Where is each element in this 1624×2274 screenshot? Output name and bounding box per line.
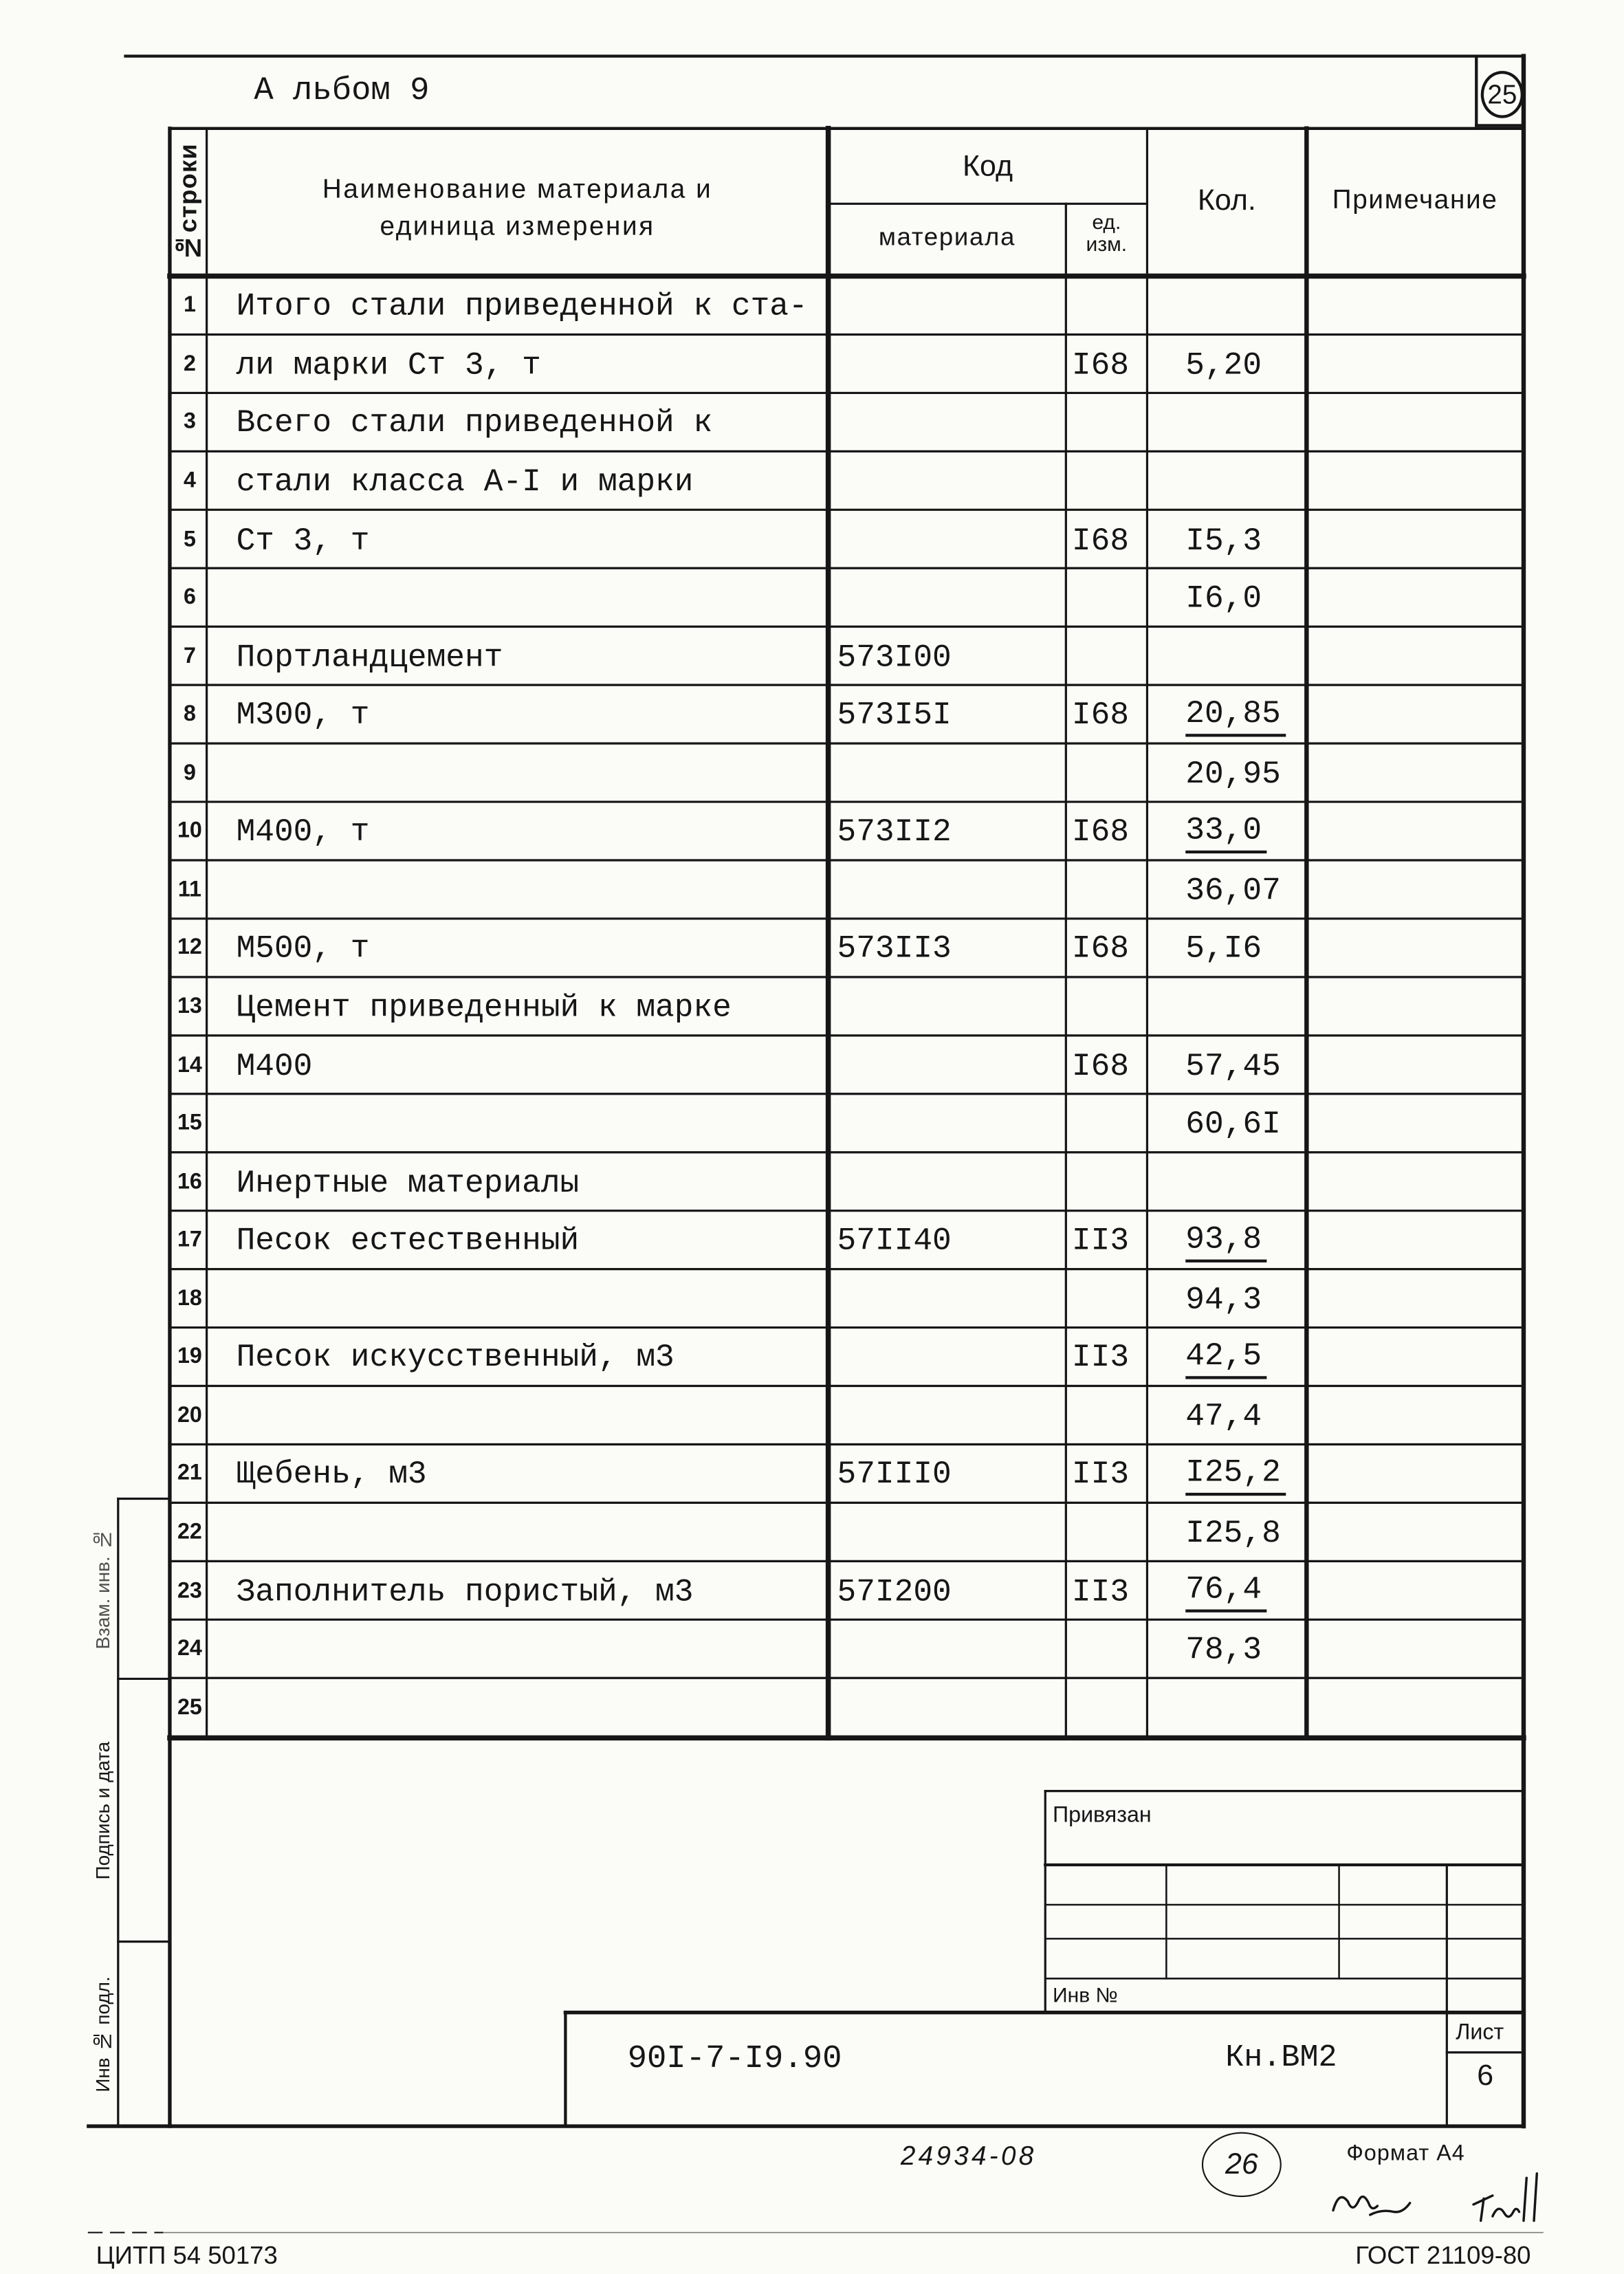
material-name	[237, 568, 824, 626]
material-name: Песок искусственный, м3	[236, 1341, 674, 1377]
quantity-value: 57,45	[1185, 1049, 1281, 1085]
table-row	[170, 334, 1524, 393]
note	[1314, 334, 1513, 393]
row-number: 8	[183, 701, 196, 727]
material-code: 573I00	[837, 640, 952, 676]
row-number: 4	[183, 468, 196, 494]
note	[1314, 510, 1513, 568]
material-name: Итого стали приведенной к ста-	[236, 289, 808, 325]
table-row	[170, 1152, 1524, 1211]
quantity-value: 60,6I	[1185, 1107, 1281, 1144]
material-code	[837, 1094, 1062, 1152]
note	[1314, 685, 1513, 743]
quantity-cell	[1185, 685, 1306, 743]
unit-code	[1072, 1152, 1145, 1211]
quantity-cell	[1185, 626, 1306, 685]
material-code	[837, 1678, 1062, 1736]
unit-code	[1072, 1678, 1145, 1736]
table-row	[170, 860, 1524, 919]
material-code	[837, 743, 1062, 802]
unit-code	[1072, 1094, 1145, 1152]
row-number: 20	[177, 1402, 202, 1428]
material-code	[837, 1386, 1062, 1444]
note	[1314, 1328, 1513, 1386]
quantity-cell	[1185, 1152, 1306, 1211]
quantity-cell	[1185, 919, 1306, 977]
row-number: 3	[183, 409, 196, 435]
note	[1314, 743, 1513, 802]
material-code: 57II40	[837, 1224, 952, 1260]
row-number: 21	[177, 1461, 202, 1487]
quantity-value: 94,3	[1185, 1282, 1262, 1319]
material-code	[837, 1619, 1062, 1678]
unit-code	[1072, 860, 1145, 919]
unit-code	[1072, 451, 1145, 510]
note	[1314, 1036, 1513, 1094]
material-code	[837, 510, 1062, 568]
unit-code: I68	[1071, 523, 1130, 559]
row-number: 22	[177, 1519, 202, 1545]
material-name	[237, 1386, 824, 1444]
table-row	[170, 977, 1524, 1036]
sheet-value: 6	[1477, 2059, 1494, 2092]
row-number: 10	[177, 818, 202, 844]
row-number: 11	[177, 877, 201, 902]
quantity-cell	[1185, 276, 1306, 335]
quantity-value: 42,5	[1185, 1339, 1266, 1379]
table-row	[170, 1211, 1524, 1269]
material-name: М400	[236, 1049, 313, 1085]
table-row	[170, 1036, 1524, 1094]
material-code	[837, 1152, 1062, 1211]
material-code	[837, 393, 1062, 451]
side-label-inv-original: Инв № подл.	[91, 1976, 114, 2092]
material-code	[837, 1036, 1062, 1094]
note	[1314, 1444, 1513, 1502]
quantity-value: I6,0	[1185, 582, 1262, 617]
header-unit-line2: изм.	[1086, 232, 1128, 256]
material-code: 573II3	[837, 932, 952, 968]
unit-code: I68	[1071, 1049, 1130, 1085]
note	[1314, 1502, 1513, 1561]
material-code	[837, 451, 1062, 510]
note	[1314, 568, 1513, 626]
unit-code: I68	[1071, 815, 1130, 851]
table-row	[170, 1619, 1524, 1678]
note	[1314, 1269, 1513, 1328]
unit-code	[1072, 1502, 1145, 1561]
quantity-value: I5,3	[1185, 523, 1262, 559]
row-number: 15	[177, 1110, 202, 1136]
note	[1314, 393, 1513, 451]
unit-code	[1072, 1619, 1145, 1678]
unit-code	[1072, 276, 1145, 335]
header-quantity: Кол.	[1197, 184, 1256, 217]
unit-code	[1072, 1386, 1145, 1444]
quantity-cell	[1185, 1328, 1306, 1386]
row-number: 17	[177, 1227, 202, 1253]
header-code-material: материала	[878, 223, 1016, 252]
row-number: 2	[183, 351, 196, 377]
header-unit-line1: ед.	[1092, 209, 1121, 234]
inv-no-label: Инв №	[1053, 1982, 1118, 2007]
table-row	[170, 393, 1524, 451]
unit-code	[1072, 743, 1145, 802]
material-code: 57III0	[837, 1458, 952, 1494]
note	[1314, 860, 1513, 919]
unit-code: I68	[1071, 699, 1130, 734]
material-name: Цемент приведенный к марке	[236, 990, 732, 1027]
sheet-label: Лист	[1456, 2020, 1504, 2045]
quantity-cell	[1185, 1094, 1306, 1152]
row-number: 13	[177, 994, 202, 1019]
table-row	[170, 685, 1524, 743]
quantity-cell	[1185, 451, 1306, 510]
standard-code: ГОСТ 21109-80	[1355, 2241, 1531, 2270]
quantity-cell	[1185, 743, 1306, 802]
row-number: 5	[183, 526, 196, 552]
row-number: 23	[177, 1577, 202, 1604]
quantity-value: 78,3	[1185, 1633, 1262, 1669]
quantity-value: 5,20	[1185, 348, 1262, 384]
quantity-cell	[1185, 1211, 1306, 1269]
quantity-value: 20,85	[1185, 697, 1285, 736]
material-code	[837, 1269, 1062, 1328]
table-row	[170, 1678, 1524, 1736]
material-code	[837, 1502, 1062, 1561]
format-label: Формат А4	[1346, 2141, 1465, 2167]
page-number-circle: 26	[1202, 2132, 1282, 2197]
table-row	[170, 1502, 1524, 1561]
quantity-cell	[1185, 1619, 1306, 1678]
unit-code	[1072, 568, 1145, 626]
material-code: 573II2	[837, 815, 952, 851]
row-number: 24	[177, 1636, 202, 1661]
book-code: Кн.ВМ2	[1225, 2042, 1337, 2077]
header-note: Примечание	[1332, 184, 1498, 215]
row-number: 6	[183, 584, 196, 610]
quantity-cell	[1185, 1561, 1306, 1619]
material-name: Инертные материалы	[236, 1166, 580, 1202]
quantity-cell	[1185, 1502, 1306, 1561]
material-code: 573I5I	[837, 699, 952, 734]
table-row	[170, 451, 1524, 510]
signature	[1333, 2174, 1537, 2221]
material-name: М300, т	[236, 699, 370, 734]
material-code	[837, 977, 1062, 1036]
note	[1314, 626, 1513, 685]
material-name: М400, т	[236, 815, 370, 851]
material-name: стали класса А-I и марки	[236, 465, 694, 501]
quantity-cell	[1185, 393, 1306, 451]
row-number: 12	[177, 935, 202, 961]
material-name	[237, 1619, 824, 1678]
material-code	[837, 334, 1062, 393]
document-designation: 90I-7-I9.90	[627, 2040, 842, 2078]
sheet-number-circle: 25	[1481, 71, 1524, 118]
table-row	[170, 626, 1524, 685]
quantity-value: 36,07	[1185, 873, 1281, 910]
linked-label: Привязан	[1053, 1802, 1152, 1828]
table-row	[170, 919, 1524, 977]
printer-code: ЦИТП 54 50173	[96, 2241, 278, 2270]
material-name: Песок естественный	[236, 1224, 580, 1260]
table-row	[170, 1386, 1524, 1444]
note	[1314, 451, 1513, 510]
material-name	[237, 1678, 824, 1736]
note	[1314, 276, 1513, 335]
material-code	[837, 860, 1062, 919]
quantity-value: 20,95	[1185, 756, 1281, 793]
quantity-value: 93,8	[1185, 1222, 1266, 1262]
material-name	[237, 1269, 824, 1328]
side-label-signature-date: Подпись и дата	[91, 1741, 114, 1879]
quantity-value: I25,2	[1185, 1456, 1285, 1496]
note	[1314, 1678, 1513, 1736]
material-name: ли марки Ст 3, т	[236, 348, 541, 384]
material-name: М500, т	[236, 932, 370, 968]
row-number: 9	[183, 760, 196, 785]
table-row	[170, 743, 1524, 802]
quantity-value: 5,I6	[1185, 932, 1262, 968]
note	[1314, 1211, 1513, 1269]
quantity-cell	[1185, 1036, 1306, 1094]
unit-code	[1072, 626, 1145, 685]
row-number: 25	[177, 1694, 202, 1720]
note	[1314, 1152, 1513, 1211]
table-row	[170, 1328, 1524, 1386]
header-name-line2: единица измерения	[380, 211, 655, 241]
table-row	[170, 1269, 1524, 1328]
side-label-replace-inv: Взам. инв. №	[91, 1528, 114, 1650]
quantity-value: 47,4	[1185, 1399, 1262, 1435]
material-code	[837, 1328, 1062, 1386]
material-name: Щебень, м3	[236, 1458, 427, 1494]
note	[1314, 919, 1513, 977]
unit-code	[1072, 1269, 1145, 1328]
row-number: 14	[177, 1051, 202, 1078]
table-row	[170, 1561, 1524, 1619]
material-code	[837, 568, 1062, 626]
row-number: 16	[177, 1168, 202, 1194]
row-number: 19	[177, 1344, 202, 1370]
quantity-cell	[1185, 802, 1306, 860]
unit-code: I68	[1071, 932, 1130, 968]
material-code: 57I200	[837, 1575, 952, 1610]
quantity-cell	[1185, 1678, 1306, 1736]
material-name: Всего стали приведенной к	[236, 406, 713, 442]
quantity-value: 76,4	[1185, 1573, 1266, 1612]
row-number: 7	[183, 643, 196, 668]
unit-code	[1072, 393, 1145, 451]
quantity-cell	[1185, 568, 1306, 626]
material-name: Ст 3, т	[236, 523, 370, 559]
table-row	[170, 1094, 1524, 1152]
header-code: Код	[962, 151, 1013, 184]
material-name	[237, 1094, 824, 1152]
quantity-value: I25,8	[1185, 1516, 1281, 1552]
quantity-cell	[1185, 1386, 1306, 1444]
quantity-cell	[1185, 334, 1306, 393]
note	[1314, 1094, 1513, 1152]
row-number: 1	[183, 292, 196, 318]
note	[1314, 1386, 1513, 1444]
table-row	[170, 1444, 1524, 1502]
table-row	[170, 568, 1524, 626]
note	[1314, 977, 1513, 1036]
note	[1314, 802, 1513, 860]
header-row-number: №строки	[174, 143, 203, 262]
material-code	[837, 276, 1062, 335]
quantity-value: 33,0	[1185, 813, 1266, 853]
material-name: Портландцемент	[236, 640, 503, 676]
quantity-cell	[1185, 510, 1306, 568]
note	[1314, 1561, 1513, 1619]
unit-code: II3	[1071, 1224, 1130, 1260]
quantity-cell	[1185, 977, 1306, 1036]
unit-code: II3	[1071, 1575, 1130, 1610]
material-name	[237, 860, 824, 919]
unit-code: II3	[1071, 1341, 1130, 1377]
table-row	[170, 276, 1524, 335]
material-name: Заполнитель пористый, м3	[236, 1575, 694, 1610]
header-name-line1: Наименование материала и	[322, 174, 713, 204]
row-number: 18	[177, 1285, 202, 1311]
order-number: 24934-08	[900, 2141, 1037, 2171]
material-name	[237, 743, 824, 802]
table-row	[170, 802, 1524, 860]
material-name	[237, 1502, 824, 1561]
unit-code	[1072, 977, 1145, 1036]
quantity-cell	[1185, 1444, 1306, 1502]
unit-code: II3	[1071, 1458, 1130, 1494]
quantity-cell	[1185, 860, 1306, 919]
table-row	[170, 510, 1524, 568]
unit-code: I68	[1071, 348, 1130, 384]
quantity-cell	[1185, 1269, 1306, 1328]
note	[1314, 1619, 1513, 1678]
album-title: А льбом 9	[254, 72, 430, 109]
